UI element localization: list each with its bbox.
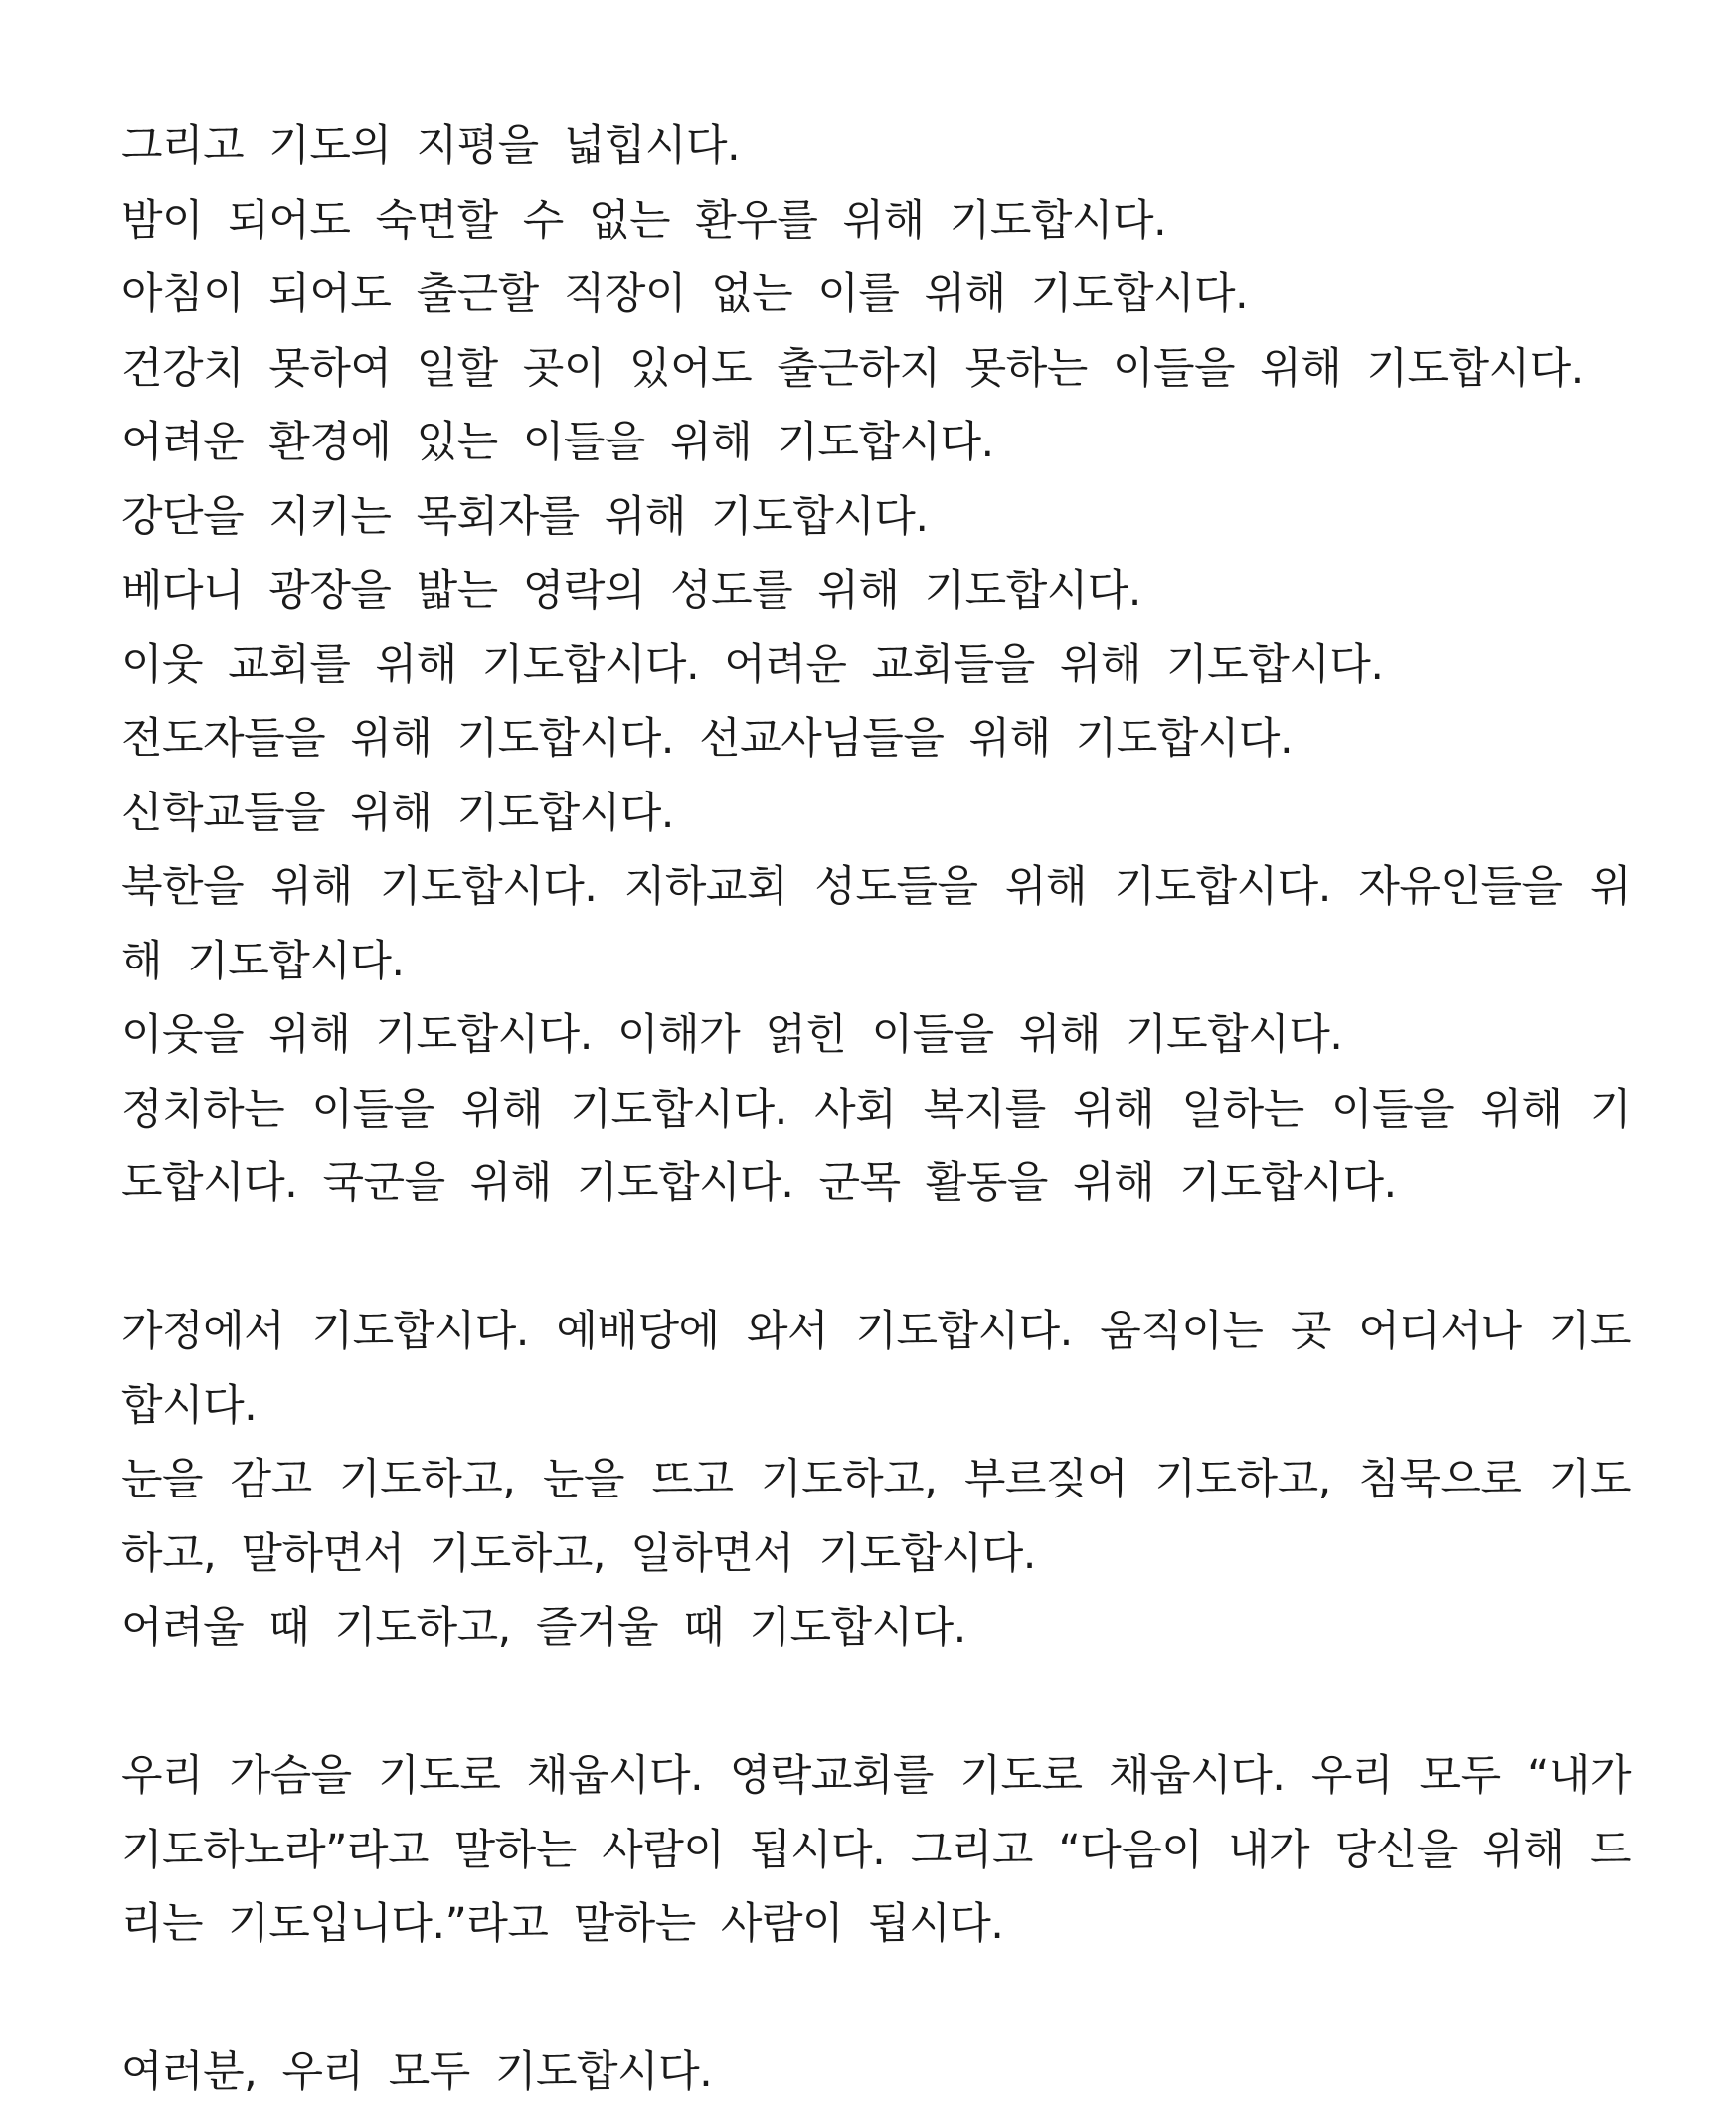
text-line: 전도자들을 위해 기도합시다. 선교사님들을 위해 기도합시다. — [121, 714, 1294, 764]
text-paragraph: 정치하는 이들을 위해 기도합시다. 사회 복지를 위해 일하는 이들을 위해 기도합시다. 국군을 위해 기도합시다. 군목 활동을 위해 기도합시다. — [121, 1084, 1631, 1208]
text-line: 건강치 못하여 일할 곳이 있어도 출근하지 못하는 이들을 위해 기도합시다. — [121, 343, 1584, 394]
text-line: 신학교들을 위해 기도합시다. — [121, 788, 674, 838]
text-line: 어려울 때 기도하고, 즐거울 때 기도합시다. — [121, 1603, 966, 1653]
text-line: 베다니 광장을 밟는 영락의 성도를 위해 기도합시다. — [121, 566, 1141, 616]
document-body — [121, 109, 1631, 2110]
text-line: 아침이 되어도 출근할 직장이 없는 이를 위해 기도합시다. — [121, 269, 1249, 319]
paragraph-spacer — [121, 1221, 1631, 1296]
text-paragraph: 가정에서 기도합시다. 예배당에 와서 기도합시다. 움직이는 곳 어디서나 기도합시다. — [121, 1307, 1631, 1431]
text-paragraph: 북한을 위해 기도합시다. 지하교회 성도들을 위해 기도합시다. 자유인들을 위해 기도합시다. — [121, 862, 1631, 986]
paragraph-spacer — [121, 1962, 1631, 2036]
text-line: 어려운 환경에 있는 이들을 위해 기도합시다. — [121, 418, 994, 467]
paragraph-spacer — [121, 1666, 1631, 1740]
text-line: 이웃 교회를 위해 기도합시다. 어려운 교회들을 위해 기도합시다. — [121, 639, 1384, 690]
text-paragraph: 우리 가슴을 기도로 채웁시다. 영락교회를 기도로 채웁시다. 우리 모두 “내가 기도하노라”라고 말하는 사람이 됩시다. 그리고 “다음이 내가 당신을 위해 드리는 기도입니다.”라고 말하는 사람이 됩시다. — [121, 1751, 1631, 1949]
text-line: 그리고 기도의 지평을 넓힙시다. — [121, 121, 741, 171]
text-paragraph: 눈을 감고 기도하고, 눈을 뜨고 기도하고, 부르짖어 기도하고, 침묵으로 기도하고, 말하면서 기도하고, 일하면서 기도합시다. — [121, 1455, 1631, 1579]
closing-line: 여러분, 우리 모두 기도합시다. — [121, 2047, 713, 2097]
text-line: 밤이 되어도 숙면할 수 없는 환우를 위해 기도합시다. — [121, 195, 1167, 246]
text-line: 이웃을 위해 기도합시다. 이해가 얽힌 이들을 위해 기도합시다. — [121, 1010, 1343, 1060]
text-line: 강단을 지키는 목회자를 위해 기도합시다. — [121, 491, 929, 542]
